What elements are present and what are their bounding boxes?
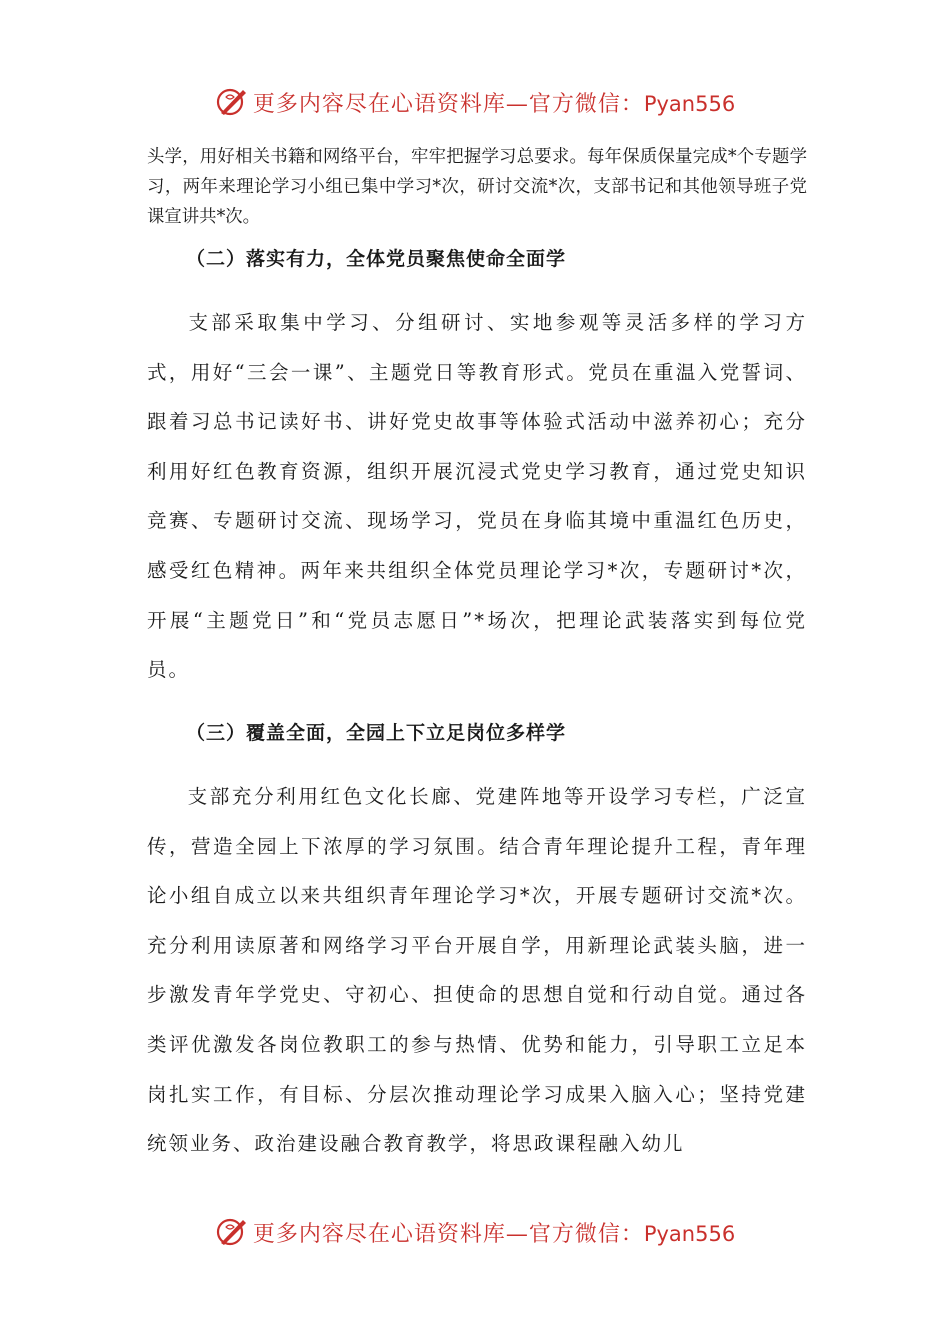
paragraph-2: 支部采取集中学习、分组研讨、实地参观等灵活多样的学习方式，用好“三会一课”、主题党日等教育形式。党员在重温入党誓词、跟着习总书记读好书、讲好党史故事等体验式活动中滋养初心；充分利用好红色教育资源，组织开展沉浸式党史学习教育，通过党史知识竞赛、专题研讨交流、现场学习，党员在身临其境中重温红色历史，感受红色精神。两年来共组织全体党员理论学习*次，专题研讨*次，开展“主题党日”和“党员志愿日”*场次，把理论武装落实到每位党员。 [147, 311, 807, 682]
banner-text: 更多内容尽在心语资料库—官方微信：Pyan556 [252, 1221, 736, 1247]
header-banner [0, 80, 950, 124]
section-heading-2: （二）落实有力，全体党员聚焦使命全面学 [186, 248, 567, 270]
paragraph-3: 支部充分利用红色文化长廊、党建阵地等开设学习专栏，广泛宣传，营造全园上下浓厚的学习氛围。结合青年理论提升工程，青年理论小组自成立以来共组织青年理论学习*次，开展专题研讨交流*次。充分利用读原著和网络学习平台开展自学，用新理论武装头脑，进一步激发青年学党史、守初心、担使命的思想自觉和行动自觉。通过各类评优激发各岗位教职工的参与热情、优势和能力，引导职工立足本岗扎实工作，有目标、分层次推动理论学习成果入脑入心；坚持党建统领业务、政治建设融合教育教学，将思政课程融入幼儿 [147, 785, 807, 1156]
paragraph-1: 头学，用好相关书籍和网络平台，牢牢把握学习总要求。每年保质保量完成*个专题学习，两年来理论学习小组已集中学习*次，研讨交流*次，支部书记和其他领导班子党课宣讲共*次。 [147, 147, 807, 227]
pen-logo-icon [215, 1215, 249, 1249]
pen-logo-icon [215, 85, 249, 119]
footer-banner [0, 1210, 950, 1254]
banner-text: 更多内容尽在心语资料库—官方微信：Pyan556 [252, 91, 736, 117]
section-heading-3: （三）覆盖全面，全园上下立足岗位多样学 [186, 722, 567, 744]
